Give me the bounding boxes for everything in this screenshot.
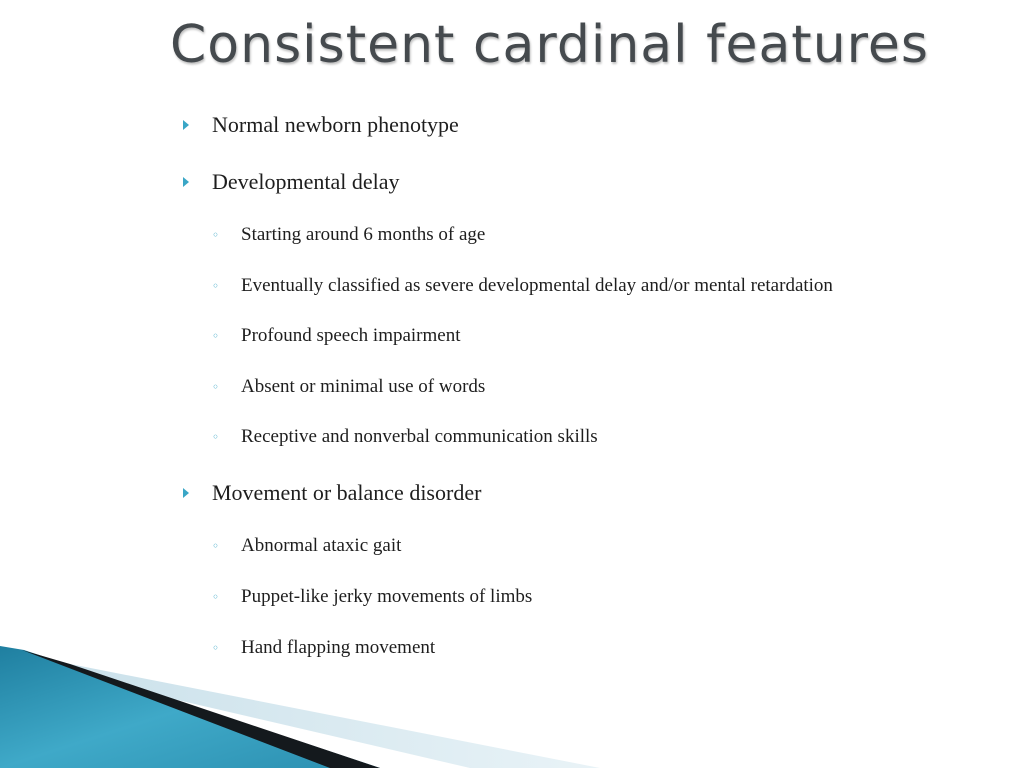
- slide-title: Consistent cardinal features: [170, 15, 929, 75]
- circle-bullet-icon: ◦: [212, 590, 220, 604]
- bullet-text: Starting around 6 months of age: [241, 224, 486, 245]
- circle-bullet-icon: ◦: [212, 539, 220, 553]
- circle-bullet-icon: ◦: [212, 228, 220, 242]
- circle-bullet-icon: ◦: [212, 329, 220, 343]
- circle-bullet-icon: ◦: [212, 641, 220, 655]
- circle-bullet-icon: ◦: [212, 430, 220, 444]
- bullet-text: Eventually classified as severe developmental delay and/or mental retardation: [241, 275, 833, 296]
- bullet-text: Profound speech impairment: [241, 325, 461, 346]
- bullet-text: Abnormal ataxic gait: [241, 535, 402, 556]
- bullet-text: Normal newborn phenotype: [212, 112, 459, 137]
- bullet-text: Movement or balance disorder: [212, 480, 482, 505]
- bullet-text: Puppet-like jerky movements of limbs: [241, 586, 533, 607]
- circle-bullet-icon: ◦: [212, 279, 220, 293]
- bullet-text: Developmental delay: [212, 169, 400, 194]
- bullet-text: Hand flapping movement: [241, 637, 436, 658]
- bullet-text: Absent or minimal use of words: [241, 376, 486, 397]
- circle-bullet-icon: ◦: [212, 380, 220, 394]
- bullet-text: Receptive and nonverbal communication skills: [241, 426, 598, 447]
